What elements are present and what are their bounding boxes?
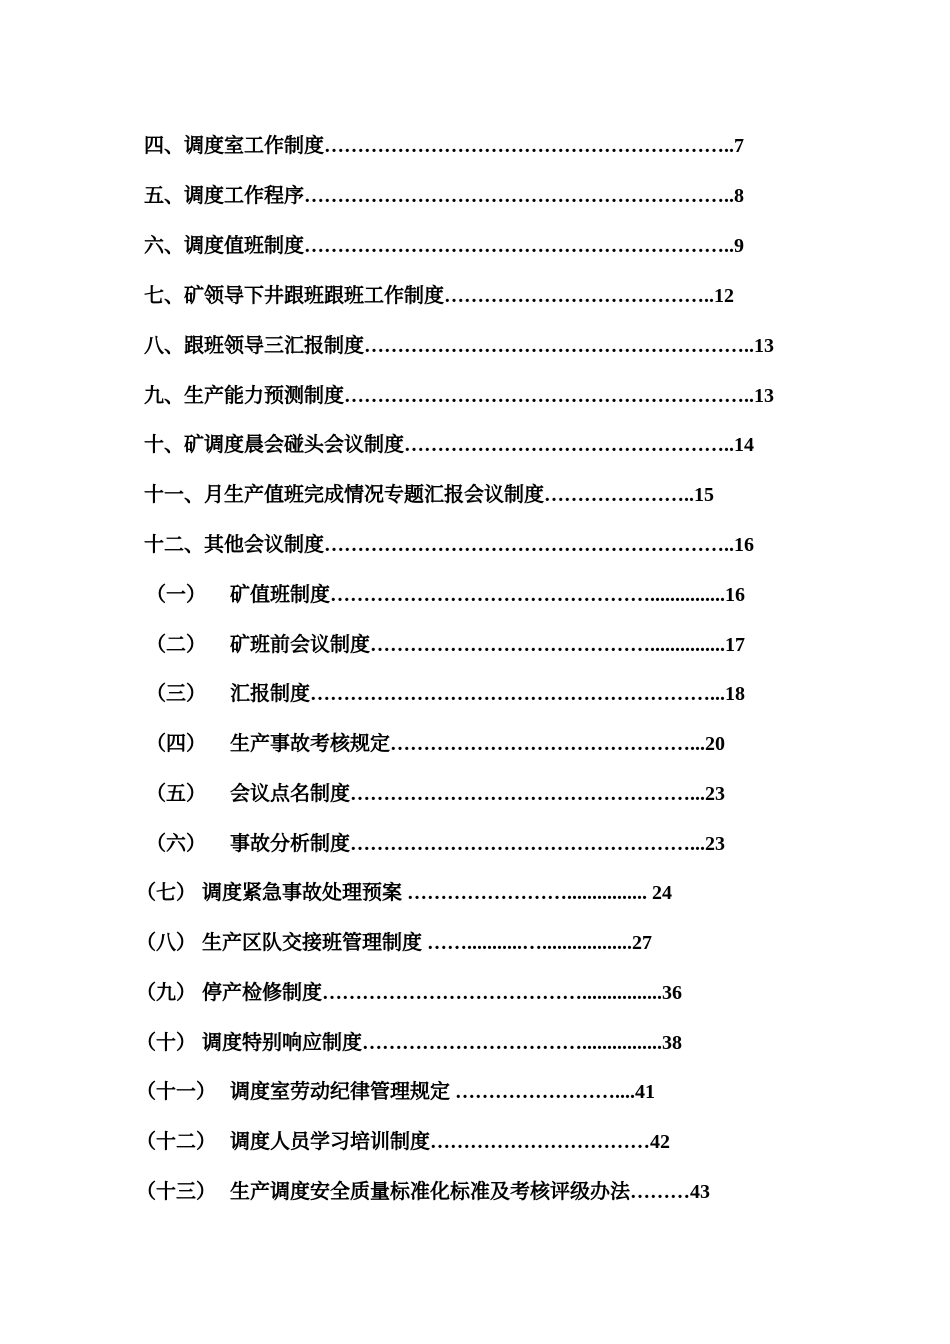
toc-entry-leader: ……… xyxy=(630,1181,690,1203)
toc-entry-page: ................38 xyxy=(582,1032,682,1054)
toc-entry-page: ...............17 xyxy=(650,634,745,656)
toc-entry-page: ...20 xyxy=(690,733,725,755)
toc-entry-page: 43 xyxy=(690,1181,710,1203)
toc-entry-title: 调度室工作制度 xyxy=(184,133,324,157)
toc-entry[interactable] xyxy=(144,430,769,458)
toc-entry-number: （八） xyxy=(136,930,196,954)
toc-entry[interactable] xyxy=(144,231,764,259)
toc-entry-number: （十二） xyxy=(136,1129,216,1153)
toc-entry-title: 生产能力预测制度 xyxy=(184,383,344,407)
toc-entry-page: ..14 xyxy=(724,434,754,456)
toc-entry-leader: ……………………………………………………… xyxy=(304,185,724,207)
toc-entry-title: 调度室劳动纪律管理规定 xyxy=(230,1079,450,1103)
toc-entry-number: 七、 xyxy=(144,283,184,307)
toc-entry[interactable] xyxy=(136,978,766,1006)
toc-entry-number: （四） xyxy=(146,731,206,755)
toc-entry-title: 事故分析制度 xyxy=(230,831,350,855)
toc-entry[interactable] xyxy=(136,1127,766,1155)
toc-entry-number: （十三） xyxy=(136,1179,216,1203)
toc-entry-title: 调度工作程序 xyxy=(184,183,304,207)
toc-entry-number: 十二、 xyxy=(144,532,204,556)
toc-entry-leader: ……………………………………………………… xyxy=(304,235,724,257)
toc-entry-number: 八、 xyxy=(144,333,184,357)
toc-entry-title: 月生产值班完成情况专题汇报会议制度 xyxy=(204,482,544,506)
toc-entry-leader: …………………………………………… xyxy=(350,783,690,805)
toc-entry-title: 会议点名制度 xyxy=(230,781,350,805)
toc-entry[interactable] xyxy=(146,580,771,608)
toc-entry-leader: …………………………………………………… xyxy=(344,385,744,407)
toc-entry-title: 生产事故考核规定 xyxy=(230,731,390,755)
toc-entry[interactable] xyxy=(146,779,771,807)
toc-entry-page: ..16 xyxy=(724,534,754,556)
toc-entry[interactable] xyxy=(136,878,766,906)
toc-entry-leader: …………………… xyxy=(450,1081,615,1103)
toc-entry-title: 矿调度晨会碰头会议制度 xyxy=(184,432,404,456)
toc-entry[interactable] xyxy=(144,530,769,558)
toc-entry[interactable] xyxy=(144,281,769,309)
toc-entry-page: ..12 xyxy=(704,285,734,307)
toc-entry-number: （十） xyxy=(136,1030,196,1054)
toc-entry-leader: ……………………………………… xyxy=(390,733,690,755)
toc-entry-title: 调度人员学习培训制度 xyxy=(230,1129,430,1153)
toc-entry-leader: …………………………………………………… xyxy=(324,135,724,157)
toc-entry-leader: ………………………………………… xyxy=(404,434,724,456)
toc-entry[interactable] xyxy=(146,829,771,857)
toc-entry-title: 矿班前会议制度 xyxy=(230,632,370,656)
toc-entry-page: ...........…..................27 xyxy=(467,932,652,954)
toc-entry-number: （二） xyxy=(146,632,206,656)
toc-entry[interactable] xyxy=(136,928,766,956)
toc-entry-page: ..9 xyxy=(724,235,744,257)
toc-entry-page: 42 xyxy=(650,1131,670,1153)
toc-entry-title: 调度紧急事故处理预案 xyxy=(202,880,402,904)
toc-entry-title: 调度特别响应制度 xyxy=(202,1030,362,1054)
toc-entry-leader: …………………………………………………… xyxy=(324,534,724,556)
toc-entry[interactable] xyxy=(136,1028,766,1056)
toc-entry[interactable] xyxy=(136,1077,766,1105)
toc-entry-page: ..13 xyxy=(744,385,774,407)
toc-entry-leader: ………………………………………………… xyxy=(364,335,744,357)
toc-entry-leader: …… xyxy=(422,932,467,954)
toc-entry-page: ...18 xyxy=(710,683,745,705)
toc-entry-title: 汇报制度 xyxy=(230,681,310,705)
toc-entry-leader: …………………………… xyxy=(430,1131,650,1153)
toc-entry[interactable] xyxy=(146,679,771,707)
toc-entry-leader: …………………………………… xyxy=(370,634,650,656)
toc-entry-number: 四、 xyxy=(144,133,184,157)
toc-entry-page: ..7 xyxy=(724,135,744,157)
toc-entry-number: （五） xyxy=(146,781,206,805)
toc-entry[interactable] xyxy=(144,131,764,159)
toc-entry[interactable] xyxy=(146,729,771,757)
toc-entry-number: 五、 xyxy=(144,183,184,207)
toc-entry-title: 生产区队交接班管理制度 xyxy=(202,930,422,954)
toc-entry[interactable] xyxy=(144,331,774,359)
toc-entry-number: 九、 xyxy=(144,383,184,407)
toc-entry-leader: ………………… xyxy=(544,484,684,506)
toc-entry-leader: ………………………………………… xyxy=(330,584,650,606)
toc-entry-page: ..15 xyxy=(684,484,714,506)
toc-entry-number: 十、 xyxy=(144,432,184,456)
toc-entry-page: ..8 xyxy=(724,185,744,207)
toc-entry-page: ..13 xyxy=(744,335,774,357)
toc-entry[interactable] xyxy=(146,630,771,658)
toc-entry[interactable] xyxy=(144,381,774,409)
toc-entry-leader: …………………………………………… xyxy=(350,833,690,855)
toc-entry-page: ...23 xyxy=(690,833,725,855)
toc-entry-page: ...............16 xyxy=(650,584,745,606)
toc-entry-page: ....41 xyxy=(615,1081,655,1103)
toc-entry-leader: ………………………………… xyxy=(322,982,582,1004)
toc-entry-title: 矿领导下井跟班跟班工作制度 xyxy=(184,283,444,307)
toc-entry-page: ................36 xyxy=(582,982,682,1004)
toc-entry-title: 跟班领导三汇报制度 xyxy=(184,333,364,357)
toc-entry-number: （一） xyxy=(146,582,206,606)
toc-entry-title: 矿值班制度 xyxy=(230,582,330,606)
toc-entry-title: 停产检修制度 xyxy=(202,980,322,1004)
toc-entry-number: （三） xyxy=(146,681,206,705)
toc-entry-number: （九） xyxy=(136,980,196,1004)
toc-entry-number: （十一） xyxy=(136,1079,216,1103)
toc-entry-number: 六、 xyxy=(144,233,184,257)
toc-entry-number: （六） xyxy=(146,831,206,855)
toc-entry[interactable] xyxy=(144,181,764,209)
toc-entry-leader: ………………………………… xyxy=(444,285,704,307)
toc-entry-number: 十一、 xyxy=(144,482,204,506)
toc-entry-title: 生产调度安全质量标准化标准及考核评级办法 xyxy=(230,1179,630,1203)
toc-entry-page: ................ 24 xyxy=(567,882,672,904)
toc-entry-title: 调度值班制度 xyxy=(184,233,304,257)
toc-entry-leader: …………………………………………………… xyxy=(310,683,710,705)
toc-entry[interactable] xyxy=(144,480,769,508)
toc-entry[interactable] xyxy=(136,1177,776,1205)
toc-entry-leader: …………………………… xyxy=(362,1032,582,1054)
toc-entry-leader: …………………… xyxy=(402,882,567,904)
toc-entry-title: 其他会议制度 xyxy=(204,532,324,556)
toc-entry-number: （七） xyxy=(136,880,196,904)
toc-entry-page: ...23 xyxy=(690,783,725,805)
